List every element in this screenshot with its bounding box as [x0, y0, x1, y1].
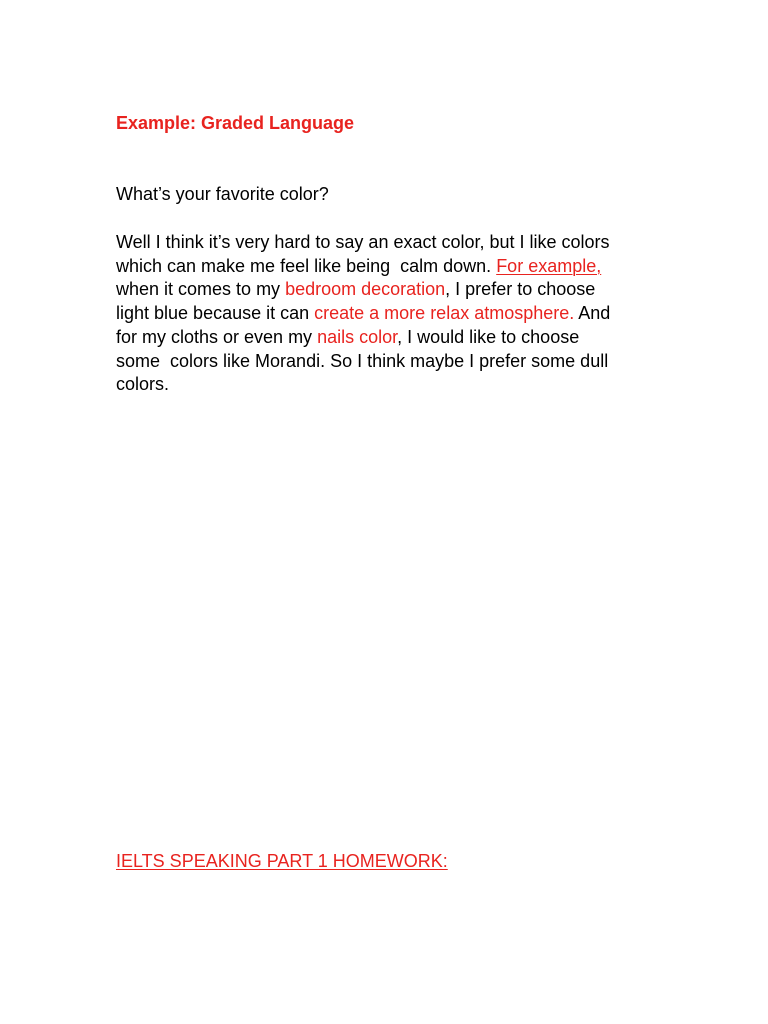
paragraph-line-7: [116, 373, 656, 397]
bedroom-decoration-phrase: bedroom decoration: [285, 279, 446, 300]
paragraph-line-6: [116, 350, 656, 374]
nails-color-phrase: nails color: [317, 326, 398, 347]
example-heading: Example: Graded Language: [116, 113, 355, 133]
relax-atmosphere-phrase: create a more relax atmosphere.: [314, 303, 575, 324]
line-4-text-c: And: [574, 303, 611, 324]
paragraph-line-1: [116, 231, 656, 255]
line-6-text: some colors like Morandi. So I think maybe I prefer some dull: [116, 350, 609, 371]
paragraph-line-3: [116, 278, 656, 302]
line-4-text-a: light blue because it can: [116, 303, 315, 324]
line-3-text-a: when it comes to my: [116, 279, 286, 300]
paragraph-line-4: [116, 302, 656, 326]
for-example-phrase: For example,: [496, 255, 602, 276]
paragraph-line-5: [116, 326, 656, 350]
question-text: What’s your favorite color?: [116, 184, 329, 204]
line-7-text: colors.: [116, 374, 170, 395]
line-2-text: which can make me feel like being calm down.: [116, 255, 497, 276]
answer-paragraph: [116, 231, 656, 397]
paragraph-line-2: [116, 255, 656, 279]
line-5-text-a: for my cloths or even my: [116, 326, 318, 347]
line-3-text-c: , I prefer to choose: [445, 279, 596, 300]
line-1-text: Well I think it’s very hard to say an exact color, but I like colors: [116, 232, 610, 252]
line-5-text-c: , I would like to choose: [397, 326, 580, 347]
homework-title: IELTS SPEAKING PART 1 HOMEWORK:: [116, 851, 448, 871]
